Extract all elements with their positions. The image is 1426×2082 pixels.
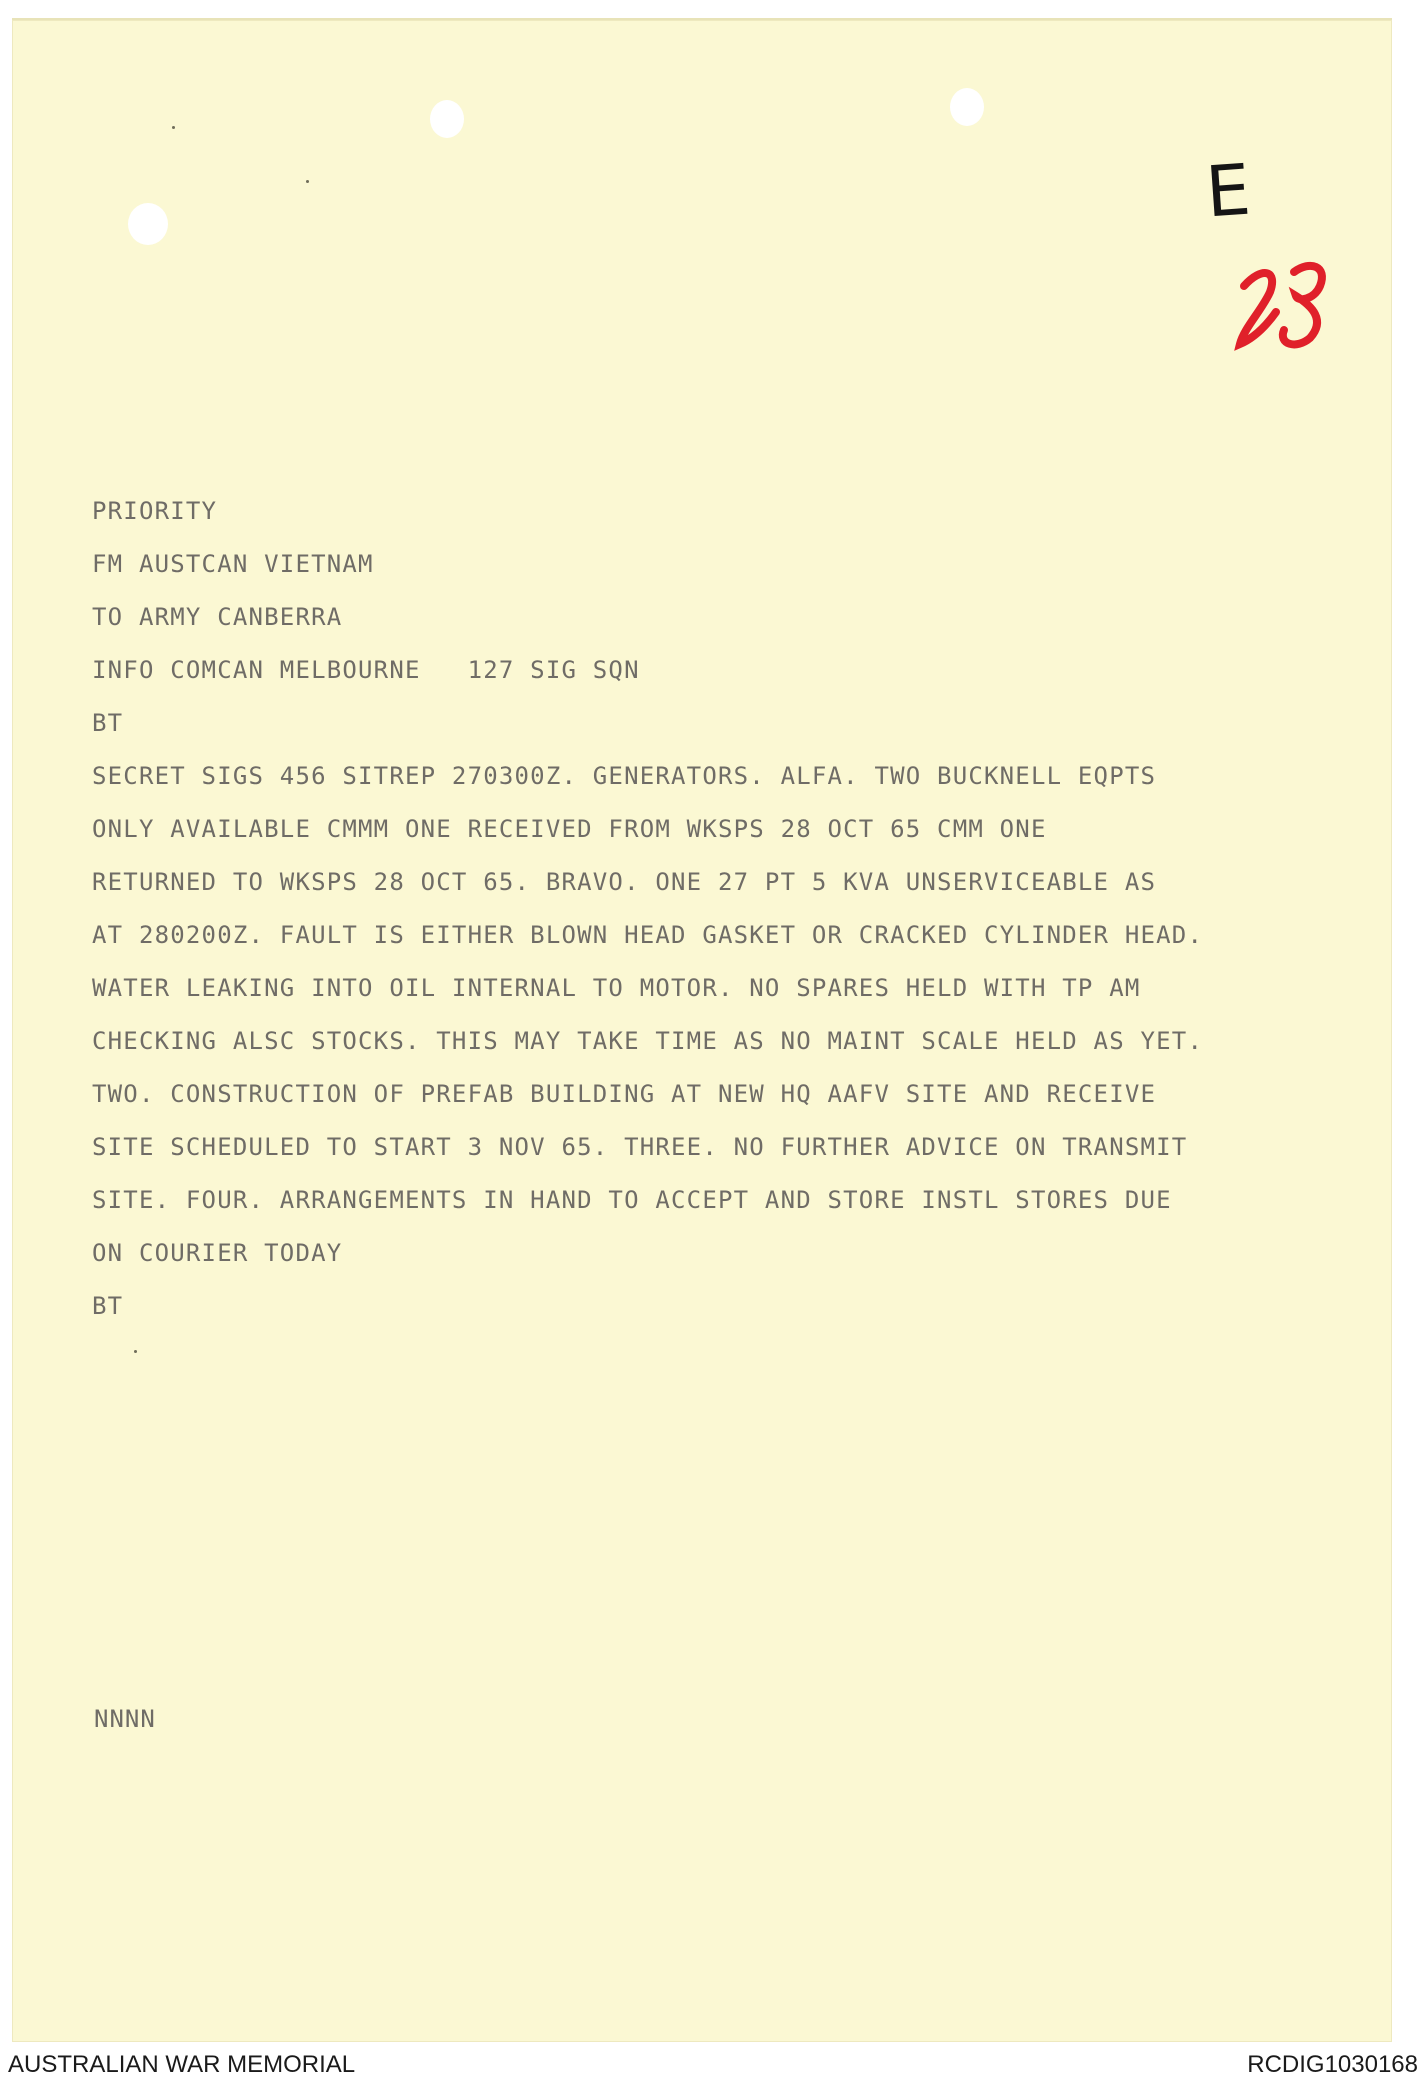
paper-speck: [134, 1350, 137, 1353]
footer-record-id: RCDIG1030168: [1247, 2051, 1418, 2078]
punch-hole: [950, 88, 984, 126]
message-line: CHECKING ALSC STOCKS. THIS MAY TAKE TIME AS NO MAINT SCALE HELD AS YET.: [92, 1027, 1204, 1055]
message-line: RETURNED TO WKSPS 28 OCT 65. BRAVO. ONE 27 PT 5 KVA UNSERVICEABLE AS: [92, 868, 1157, 896]
punch-hole: [128, 203, 168, 245]
handwritten-letter-e: E: [1203, 148, 1254, 234]
message-line: SITE SCHEDULED TO START 3 NOV 65. THREE. NO FURTHER ADVICE ON TRANSMIT: [92, 1133, 1188, 1161]
paper-speck: [172, 126, 175, 129]
paper-speck: [306, 180, 309, 183]
end-of-message-marker: NNNN: [94, 1705, 156, 1733]
handwritten-folio-number: [1232, 248, 1342, 358]
message-line: PRIORITY: [92, 497, 218, 525]
message-line: ON COURIER TODAY: [92, 1239, 343, 1267]
message-line: FM AUSTCAN VIETNAM: [92, 550, 374, 578]
telegram-message: [92, 485, 1203, 1333]
message-line: INFO COMCAN MELBOURNE 127 SIG SQN: [92, 656, 640, 684]
message-line: SITE. FOUR. ARRANGEMENTS IN HAND TO ACCEPT AND STORE INSTL STORES DUE: [92, 1186, 1172, 1214]
message-line: TWO. CONSTRUCTION OF PREFAB BUILDING AT NEW HQ AAFV SITE AND RECEIVE: [92, 1080, 1157, 1108]
message-line: ONLY AVAILABLE CMMM ONE RECEIVED FROM WKSPS 28 OCT 65 CMM ONE: [92, 815, 1047, 843]
punch-hole: [430, 100, 464, 138]
message-line: WATER LEAKING INTO OIL INTERNAL TO MOTOR. NO SPARES HELD WITH TP AM: [92, 974, 1141, 1002]
footer-institution: AUSTRALIAN WAR MEMORIAL: [8, 2051, 356, 2078]
message-line: TO ARMY CANBERRA: [92, 603, 343, 631]
message-line: AT 280200Z. FAULT IS EITHER BLOWN HEAD GASKET OR CRACKED CYLINDER HEAD.: [92, 921, 1204, 949]
message-line: BT: [92, 1292, 124, 1320]
message-line: BT: [92, 709, 124, 737]
message-line: SECRET SIGS 456 SITREP 270300Z. GENERATORS. ALFA. TWO BUCKNELL EQPTS: [92, 762, 1157, 790]
